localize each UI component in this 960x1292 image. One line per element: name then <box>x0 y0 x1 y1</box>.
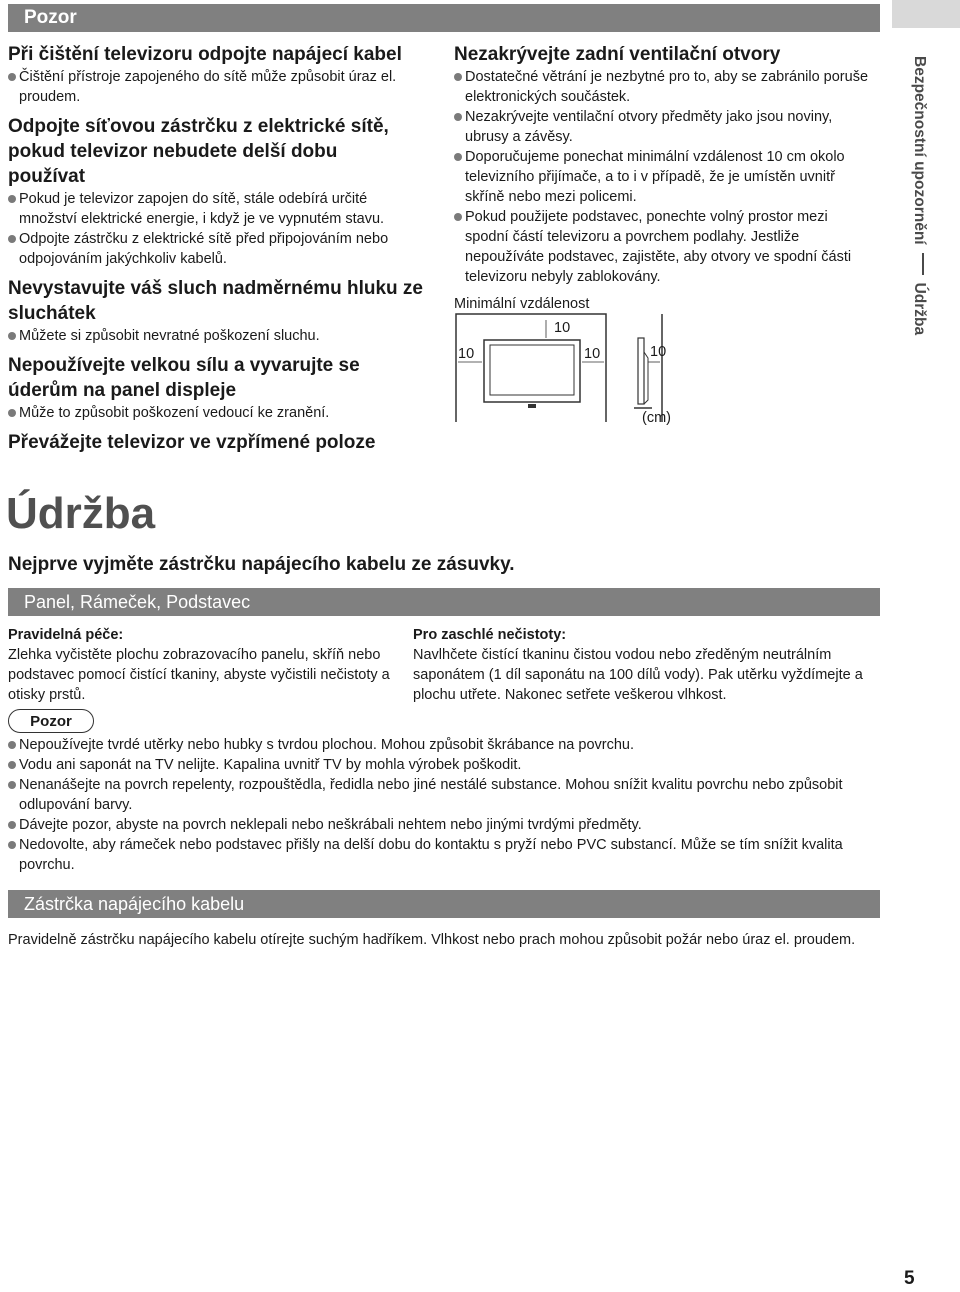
clearance-top: 10 <box>554 320 571 336</box>
bullet-item: Pokud je televizor zapojen do sítě, stále odebírá určité množství elektrické energie, i když je ve vypnutém stavu. <box>8 189 428 229</box>
plug-text: Pravidelně zástrčku napájecího kabelu otírejte suchým hadříkem. Vlhkost nebo prach mohou způsobit požár nebo úraz el. proudem. <box>8 932 856 948</box>
caution-list <box>8 735 868 875</box>
bullet-item: Doporučujeme ponechat minimální vzdálenost 10 cm okolo televizního přijímače, a to i v případě, že je umístěn uvnitř skříně nebo mezi policemi. <box>454 147 874 207</box>
bullet-item: Nezakrývejte ventilační otvory předměty jako jsou noviny, ubrusy a závěsy. <box>454 107 874 147</box>
heading-unplug-cleaning: Při čištění televizoru odpojte napájecí kabel <box>8 44 402 65</box>
clearance-right: 10 <box>584 346 601 362</box>
heading-ventilation: Nezakrývejte zadní ventilační otvory <box>454 44 781 65</box>
section-bar-title: Pozor <box>24 7 77 28</box>
bullet-item: Čištění přístroje zapojeného do sítě může způsobit úraz el. proudem. <box>8 67 428 107</box>
section-bar-title: Panel, Rámeček, Podstavec <box>24 591 251 612</box>
side-tab-label <box>898 56 928 356</box>
heading-transport-upright: Převážejte televizor ve vzpřímené poloze <box>8 432 376 453</box>
diagram-caption: Minimální vzdálenost <box>454 296 590 312</box>
section-bar-panel <box>8 588 880 616</box>
right-column <box>454 42 874 287</box>
clearance-left: 10 <box>458 346 475 362</box>
left-column <box>8 42 428 455</box>
dried-dirt-text: Navlhčete čistící tkaninu čistou vodou nebo zředěným neutrálním saponátem (1 díl saponátu na 100 dílů vody). Pak utěrku vyždímejte a plochu utřete. Nakonec setřete veškerou vlhkost. <box>413 647 863 703</box>
bullet-item: Dávejte pozor, abyste na povrch neklepali nebo neškrábali nehtem nebo jinými tvrdými předměty. <box>8 815 868 835</box>
bullet-item: Nedovolte, aby rámeček nebo podstavec přišly na delší dobu do kontaktu s pryží nebo PVC substancí. Může se tím snížit kvalita povrchu. <box>8 835 868 875</box>
caution-label <box>8 709 94 733</box>
regular-care-title: Pravidelná péče: <box>8 627 124 643</box>
ventilation-diagram <box>454 294 694 434</box>
bullet-item: Nenanášejte na povrch repelenty, rozpouštědla, ředidla nebo jiné nestálé substance. Mohou snížit kvalitu povrchu nebo způsobit odlupování barvy. <box>8 775 868 815</box>
bullet-item: Pokud použijete podstavec, ponechte volný prostor mezi spodní částí televizoru a povrchem podlahy. Jestliže nepoužíváte podstavec, zajistěte, aby otvory ve spodní části televizoru nebyly zablokovány. <box>454 207 874 287</box>
dried-dirt <box>413 625 883 705</box>
maintenance-lead: Nejprve vyjměte zástrčku napájecího kabelu ze zásuvky. <box>8 554 515 575</box>
side-tab-separator <box>922 253 924 275</box>
side-tab-part1: Bezpečnostní upozornění <box>911 56 928 245</box>
section-bar-title: Zástrčka napájecího kabelu <box>24 893 245 914</box>
unit-label: (cm) <box>642 410 671 426</box>
heading-unplug-long-time: Odpojte síťovou zástrčku z elektrické sítě, pokud televizor nebudete delší dobu používat <box>8 116 389 187</box>
regular-care-text: Zlehka vyčistěte plochu zobrazovacího panelu, skříň nebo podstavec pomocí čistící tkaniny, abyste vyčistili nečistoty a otisky prstů. <box>8 647 390 703</box>
bullet-item: Dostatečné větrání je nezbytné pro to, aby se zabránilo poruše elektronických součástek. <box>454 67 874 107</box>
regular-care <box>8 625 393 705</box>
heading-panel-force: Nepoužívejte velkou sílu a vyvarujte se úderům na panel displeje <box>8 355 360 401</box>
heading-hearing: Nevystavujte váš sluch nadměrnému hluku ze sluchátek <box>8 278 423 324</box>
caution-label-text: Pozor <box>30 712 72 730</box>
bullet-item: Může to způsobit poškození vedoucí ke zranění. <box>8 403 428 423</box>
bullet-item: Odpojte zástrčku z elektrické sítě před připojováním nebo odpojováním jakýchkoliv kabelů. <box>8 229 428 269</box>
page-number: 5 <box>904 1268 915 1289</box>
clearance-side: 10 <box>650 344 667 360</box>
bullet-item: Můžete si způsobit nevratné poškození sluchu. <box>8 326 428 346</box>
bullet-item: Vodu ani saponát na TV nelijte. Kapalina uvnitř TV by mohla výrobek poškodit. <box>8 755 868 775</box>
section-bar-pozor <box>8 4 880 32</box>
section-bar-plug <box>8 890 880 918</box>
dried-dirt-title: Pro zaschlé nečistoty: <box>413 627 567 643</box>
bullet-item: Nepoužívejte tvrdé utěrky nebo hubky s tvrdou plochou. Mohou způsobit škrábance na povrchu. <box>8 735 868 755</box>
side-tab-part2: Údržba <box>911 282 928 336</box>
maintenance-title: Údržba <box>6 489 156 538</box>
